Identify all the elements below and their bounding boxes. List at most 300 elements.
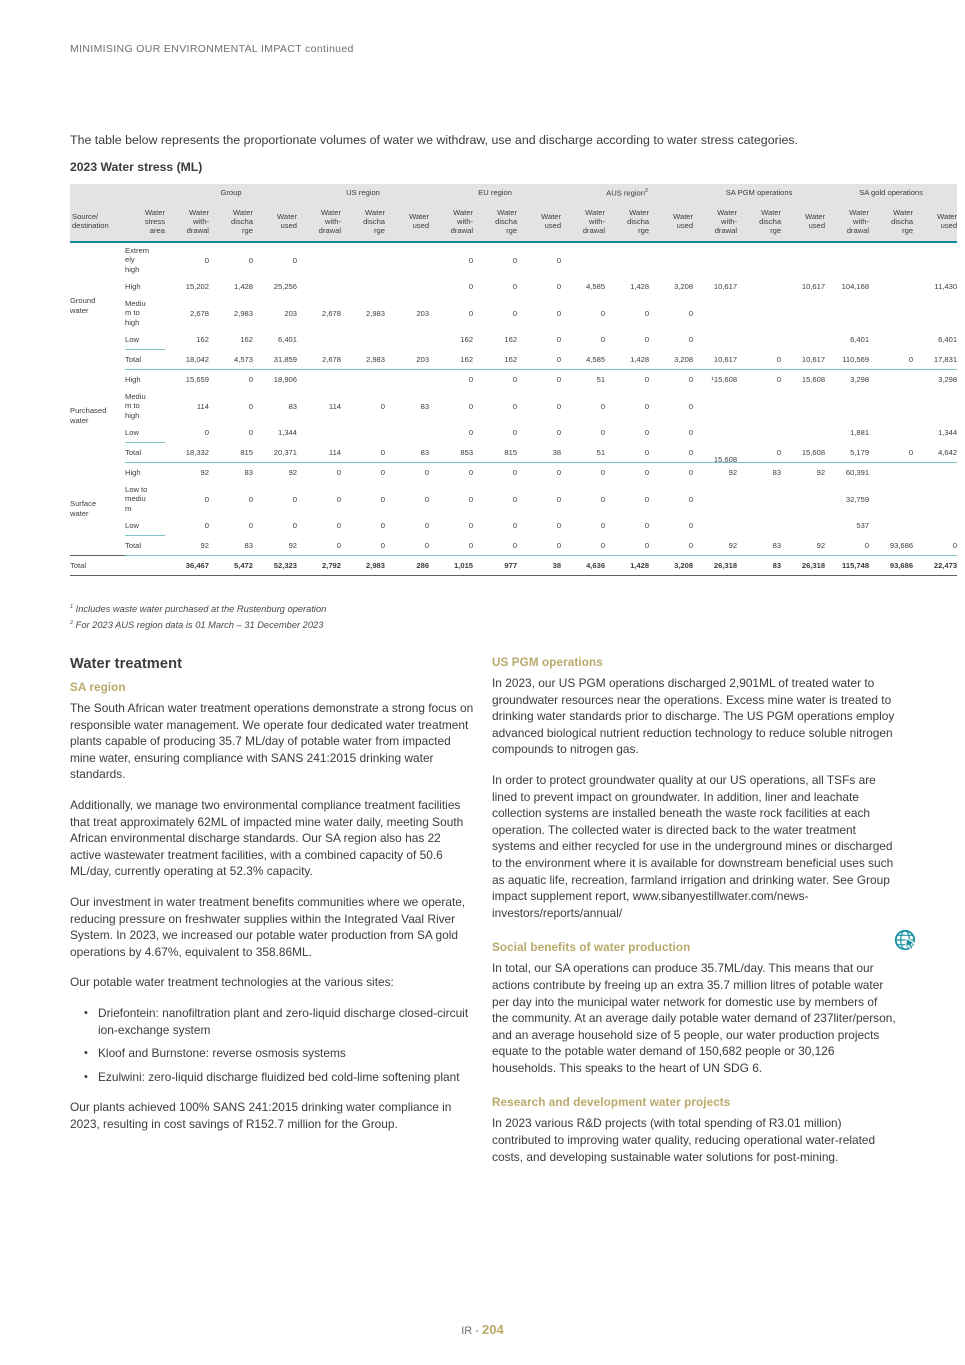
table-cell: 0 <box>248 401 253 411</box>
table-cell: 0 <box>688 494 694 504</box>
table-cell: 6,401 <box>938 335 958 345</box>
table-cell <box>693 330 737 350</box>
table-cell: 104,168 <box>841 282 870 291</box>
header-water-withdrawal: Water with- drawal <box>693 201 737 242</box>
table-cell: 0 <box>600 428 606 438</box>
table-cell: 0 <box>468 494 474 504</box>
table-cell: 15,608 <box>801 375 826 384</box>
table-cell: 11,430 <box>934 282 958 291</box>
table-cell: ¹15,608 <box>711 375 738 384</box>
table-cell: 114 <box>196 401 209 411</box>
table-cell <box>737 482 781 516</box>
table-row <box>70 389 957 423</box>
table-cell <box>297 423 341 443</box>
footnote-2 <box>70 617 323 632</box>
table-cell: 0 <box>512 308 518 318</box>
table-cell: 0 <box>468 468 474 477</box>
table-cell <box>737 389 781 423</box>
footnote-1-text: Includes waste water purchased at the Rustenburg operation <box>75 604 327 615</box>
table-cell: 15,202 <box>185 282 209 291</box>
table-cell: 83 <box>385 443 429 463</box>
table-cell: 10,617 <box>781 350 825 370</box>
sa-paragraph-5: Our plants achieved 100% SANS 241:2015 drinking water compliance in 2023, resulting in cost savings of R152.7 million for the Group. <box>70 1100 452 1131</box>
sa-paragraph-4: Our potable water treatment technologies at the various sites: <box>70 975 394 990</box>
grand-total-cell: 22,473 <box>913 556 957 576</box>
table-cell: 0 <box>385 536 429 556</box>
table-row <box>70 277 957 296</box>
grand-total-cell: 2,983 <box>341 556 385 576</box>
table-cell: 0 <box>468 308 474 318</box>
table-cell <box>869 370 913 390</box>
table-cell: 0 <box>869 350 913 370</box>
globe-link-icon[interactable] <box>893 928 919 954</box>
table-group-band-row <box>70 184 957 201</box>
table-cell: 83 <box>737 536 781 556</box>
table-cell: 0 <box>600 401 606 411</box>
table-cell <box>781 516 825 536</box>
table-cell: 0 <box>556 375 562 384</box>
table-cell <box>385 277 429 296</box>
table-row-source: Ground water <box>70 296 96 316</box>
table-cell <box>341 277 385 296</box>
table-cell <box>913 463 957 483</box>
table-cell <box>693 516 737 536</box>
table-cell <box>869 482 913 516</box>
table-row <box>70 370 957 390</box>
table-cell: 0 <box>644 521 650 531</box>
table-cell <box>869 296 913 330</box>
table-cell: 2,983 <box>341 350 385 370</box>
us-paragraph-2: In order to protect groundwater quality at our US operations, all TSFs are lined to prevent impact on groundwater. In addition, liner and leachate collection systems are installed beneath the waste rock facilities at each operation. The collected water is directed back to the water treatment systems and either recycled for use in the underground mines or discharged to the environment where it is available for downstream beneficial uses such as aquatic life, recreation, farmland irrigation and drinking water. See Group impact supplement report, www.sibanyestillwater.com/news-investors/reports/annual/ <box>492 772 894 920</box>
table-cell: 10,617 <box>693 350 737 370</box>
table-cell: 0 <box>688 428 694 438</box>
table-cell: 0 <box>913 536 957 556</box>
table-cell: 0 <box>649 443 693 463</box>
table-cell: 18,906 <box>273 375 298 384</box>
table-cell: 162 <box>196 335 209 345</box>
table-cell <box>341 242 385 277</box>
grand-total-cell: 36,467 <box>165 556 209 576</box>
table-cell: 38 <box>517 443 561 463</box>
technology-bullet-list <box>70 1005 475 1085</box>
table-cell <box>693 296 737 330</box>
table-cell: 1,344 <box>938 428 958 438</box>
table-cell <box>605 242 649 277</box>
header-water-discharge: Water discha rge <box>869 201 913 242</box>
header-water-discharge: Water discha rge <box>209 201 253 242</box>
footnote-1 <box>70 601 326 616</box>
table-cell: 815 <box>473 443 517 463</box>
table-cell <box>869 277 913 296</box>
rnd-subheading: Research and development water projects <box>492 1096 731 1110</box>
table-cell: 0 <box>248 375 253 384</box>
table-cell <box>385 330 429 350</box>
table-cell: 537 <box>856 521 870 531</box>
table-row-category: Low <box>125 330 165 350</box>
table-cell: 0 <box>380 401 386 411</box>
table-cell: 93,686 <box>869 536 913 556</box>
table-cell: 0 <box>737 443 781 463</box>
table-cell: 92 <box>200 468 209 477</box>
table-cell: 0 <box>468 428 474 438</box>
table-cell: 0 <box>517 536 561 556</box>
table-cell: 0 <box>292 494 298 504</box>
table-cell: 6,401 <box>850 335 870 345</box>
table-cell-value: 15,608 <box>713 454 738 464</box>
footnote-1-marker: 1 <box>70 604 74 610</box>
table-cell <box>693 242 737 277</box>
grand-total-cell: 1,428 <box>605 556 649 576</box>
left-column <box>70 656 475 1146</box>
table-cell <box>825 296 869 330</box>
table-cell <box>913 242 957 277</box>
table-cell: 0 <box>248 428 253 438</box>
table-cell: 2,678 <box>322 308 342 318</box>
table-cell: 0 <box>512 468 518 477</box>
grand-total-cell: 977 <box>473 556 517 576</box>
table-row-category: Total <box>125 443 165 463</box>
table-cell <box>737 277 781 296</box>
group-band-group: Group <box>165 184 297 201</box>
table-cell: 0 <box>556 521 562 531</box>
table-cell: 92 <box>288 468 298 477</box>
table-cell: 203 <box>284 308 298 318</box>
grand-total-cell: 3,208 <box>649 556 693 576</box>
table-cell: 0 <box>688 308 694 318</box>
grand-total-cell: 52,323 <box>253 556 297 576</box>
table-row-category: Low <box>125 516 165 536</box>
group-band-sa-gold-operations: SA gold operations <box>825 184 957 201</box>
table-cell: 0 <box>512 428 518 438</box>
table-cell: 2,983 <box>366 308 386 318</box>
table-cell: 0 <box>336 521 342 531</box>
table-cell: 203 <box>416 308 430 318</box>
table-cell: 0 <box>517 350 561 370</box>
table-cell: 18,332 <box>165 443 209 463</box>
table-cell <box>781 389 825 423</box>
table-cell <box>913 389 957 423</box>
table-cell: 15,659 <box>185 375 209 384</box>
table-cell: 10,617 <box>801 282 826 291</box>
table-cell: 2,983 <box>233 308 253 318</box>
table-row <box>70 350 957 370</box>
table-cell: 4,573 <box>209 350 253 370</box>
table-cell: 0 <box>248 494 253 504</box>
intro-paragraph: The table below represents the proportionate volumes of water we withdraw, use and discharge according to water stress categories. <box>70 133 798 147</box>
table-cell: 0 <box>644 308 650 318</box>
table-cell <box>825 242 869 277</box>
header-water-withdrawal: Water with- drawal <box>429 201 473 242</box>
table-cell: 0 <box>424 494 430 504</box>
table-cell <box>781 482 825 516</box>
table-cell <box>869 463 913 483</box>
table-cell: 0 <box>336 468 342 477</box>
grand-total-cell: 26,318 <box>781 556 825 576</box>
table-cell: 4,642 <box>913 443 957 463</box>
table-cell: 18,042 <box>165 350 209 370</box>
table-cell: 2,678 <box>189 308 209 318</box>
table-cell: 815 <box>209 443 253 463</box>
table-cell: 0 <box>424 468 430 477</box>
table-row-category: Low to mediu m <box>125 484 148 513</box>
header-water-discharge: Water discha rge <box>473 201 517 242</box>
table-row-category: High <box>125 467 141 477</box>
table-row-category: Low <box>125 423 165 443</box>
table-cell: 0 <box>468 521 474 531</box>
table-cell: 0 <box>644 401 650 411</box>
header-water-discharge: Water discha rge <box>605 201 649 242</box>
table-cell <box>781 242 825 277</box>
table-row-category: High <box>125 374 141 384</box>
table-cell: 162 <box>429 350 473 370</box>
table-cell: 3,208 <box>649 350 693 370</box>
grand-total-cell: 26,318 <box>693 556 737 576</box>
table-cell: 0 <box>512 282 518 291</box>
table-cell <box>693 443 737 463</box>
table-row <box>70 242 957 277</box>
table-cell: 0 <box>556 282 562 291</box>
table-cell: 25,256 <box>273 282 298 291</box>
table-cell: 0 <box>336 494 342 504</box>
table-row-category: Extrem ely high <box>125 245 150 274</box>
water-treatment-heading: Water treatment <box>70 656 183 672</box>
us-paragraph-1: In 2023, our US PGM operations discharged 2,901ML of treated water to groundwater resources near the operations. Excess mine water is treated to drinking water standards prior to discharge. The US PGM operations employ advanced biological nutrient reduction technology to reduce soluble nitrogen compounds to nitrogen gas. <box>492 676 895 757</box>
table-cell <box>781 296 825 330</box>
table-cell <box>913 482 957 516</box>
header-water-used: Water used <box>781 201 825 242</box>
table-cell: 0 <box>776 375 782 384</box>
table-cell: 0 <box>688 521 694 531</box>
table-cell <box>341 330 385 350</box>
header-water-used: Water used <box>649 201 693 242</box>
table-cell: 0 <box>561 536 605 556</box>
table-cell: 1,344 <box>278 428 298 438</box>
group-band-eu-region: EU region <box>429 184 561 201</box>
aus-footnote-marker: 2 <box>644 187 649 194</box>
table-row-category: Total <box>125 536 165 556</box>
table-row <box>70 482 957 516</box>
table-cell: 0 <box>644 375 650 384</box>
table-cell <box>737 423 781 443</box>
table-cell <box>385 423 429 443</box>
table-cell: 1,428 <box>630 282 650 291</box>
group-band-sa-pgm-operations: SA PGM operations <box>693 184 825 201</box>
table-cell <box>869 389 913 423</box>
table-cell <box>693 482 737 516</box>
running-header: MINIMISING OUR ENVIRONMENTAL IMPACT continued <box>70 43 354 55</box>
table-row <box>70 516 957 536</box>
table-cell <box>297 277 341 296</box>
table-row <box>70 463 957 483</box>
table-cell: 0 <box>605 443 649 463</box>
table-cell: 31,859 <box>253 350 297 370</box>
table-cell: 83 <box>288 401 298 411</box>
table-cell: 0 <box>649 536 693 556</box>
table-row <box>70 330 957 350</box>
grand-total-cell: 93,686 <box>869 556 913 576</box>
footer-prefix: IR - <box>461 1325 483 1337</box>
table-cell: 0 <box>556 401 562 411</box>
header-water-stress-area: Water stress area <box>125 201 165 242</box>
sa-paragraph-1: The South African water treatment operations demonstrate a strong focus on responsible water management. We operate four dedicated water treatment plants capable of producing 35.7 ML/day of potable water from impacted mine water, ensuring compliance with SANS 241:2015 drinking water standards. <box>70 701 474 782</box>
header-water-withdrawal: Water with- drawal <box>297 201 341 242</box>
table-cell: 0 <box>600 335 606 345</box>
table-cell: 20,371 <box>253 443 297 463</box>
table-cell: 92 <box>165 536 209 556</box>
table-row-category: Total <box>125 350 165 370</box>
list-item: • Driefontein: nanofiltration plant and zero-liquid discharge closed-circuit ion-exchange system <box>86 1005 475 1038</box>
table-cell <box>693 389 737 423</box>
table-cell: 15,608 <box>781 443 825 463</box>
table-cell: 0 <box>737 350 781 370</box>
us-pgm-subheading: US PGM operations <box>492 656 603 669</box>
table-cell: 92 <box>816 468 826 477</box>
table-cell: 0 <box>600 494 606 504</box>
table-cell: 4,585 <box>561 350 605 370</box>
table-cell: 162 <box>473 350 517 370</box>
grand-total-cell: 1,015 <box>429 556 473 576</box>
table-cell <box>693 423 737 443</box>
header-water-withdrawal: Water with- drawal <box>165 201 209 242</box>
table-cell: 0 <box>248 255 253 265</box>
table-cell: 0 <box>688 375 694 384</box>
table-cell: 0 <box>644 468 650 477</box>
table-cell: 0 <box>512 521 518 531</box>
table-cell: 0 <box>468 401 474 411</box>
table-cell: 0 <box>644 494 650 504</box>
table-cell <box>737 330 781 350</box>
grand-total-cell: 5,472 <box>209 556 253 576</box>
list-item: • Kloof and Burnstone: reverse osmosis systems <box>86 1045 475 1062</box>
table-cell: 0 <box>292 255 298 265</box>
table-cell: 0 <box>605 536 649 556</box>
table-cell: 0 <box>600 308 606 318</box>
table-cell <box>341 370 385 390</box>
table-cell: 92 <box>781 536 825 556</box>
table-row <box>70 296 957 330</box>
water-stress-table <box>70 184 957 576</box>
table-cell <box>869 423 913 443</box>
table-row-category: Mediu m to high <box>125 391 146 420</box>
table-cell: 0 <box>688 468 694 477</box>
table-cell: 0 <box>424 521 430 531</box>
grand-total-cell: 286 <box>385 556 429 576</box>
footnote-2-marker: 2 <box>70 620 74 626</box>
table-cell: 0 <box>380 494 386 504</box>
table-cell: 51 <box>561 443 605 463</box>
header-source-destination: Source/ destination <box>70 201 125 242</box>
grand-total-cell: 4,636 <box>561 556 605 576</box>
table-row <box>70 423 957 443</box>
table-cell: 0 <box>512 494 518 504</box>
table-cell: 92 <box>253 536 297 556</box>
table-cell: 0 <box>341 536 385 556</box>
table-cell: 0 <box>204 521 209 531</box>
sa-paragraph-3: Our investment in water treatment benefits communities where we operate, reducing pressure on freshwater supplies within the Integrated Vaal River System. In 2023, we increased our potable water production from SA gold operations by 4.67%, equivalent to 358.86ML. <box>70 894 466 959</box>
table-cell: 0 <box>248 521 253 531</box>
table-cell <box>297 370 341 390</box>
table-cell: 0 <box>825 536 869 556</box>
table-cell: 4,585 <box>586 282 606 291</box>
table-cell: 92 <box>693 536 737 556</box>
table-cell: 3,298 <box>850 375 870 384</box>
footer-page-number: 204 <box>482 1322 504 1337</box>
table-cell: 0 <box>468 375 474 384</box>
table-cell: 92 <box>728 468 738 477</box>
table-cell: 0 <box>644 335 650 345</box>
table-cell: 0 <box>556 255 562 265</box>
table-cell: 0 <box>341 443 385 463</box>
social-benefits-subheading: Social benefits of water production <box>492 941 691 955</box>
table-cell: 114 <box>328 401 342 411</box>
header-water-used: Water used <box>517 201 561 242</box>
table-cell: 0 <box>380 468 386 477</box>
table-cell: 0 <box>600 521 606 531</box>
header-water-withdrawal: Water with- drawal <box>825 201 869 242</box>
table-cell <box>869 330 913 350</box>
table-cell: 83 <box>772 468 782 477</box>
table-cell: 0 <box>869 443 913 463</box>
water-stress-table-wrapper <box>70 184 958 576</box>
grand-total-label: Total <box>70 556 165 576</box>
sa-region-subheading: SA region <box>70 681 126 694</box>
table-cell <box>781 423 825 443</box>
table-cell: 110,569 <box>825 350 869 370</box>
table-cell <box>737 516 781 536</box>
table-cell: 0 <box>688 335 694 345</box>
table-cell <box>341 423 385 443</box>
table-cell: 0 <box>204 255 209 265</box>
table-cell: 0 <box>600 468 606 477</box>
header-water-discharge: Water discha rge <box>737 201 781 242</box>
header-water-used: Water used <box>253 201 297 242</box>
table-cell: 5,179 <box>825 443 869 463</box>
table-cell: 0 <box>644 428 650 438</box>
table-cell: 0 <box>204 494 209 504</box>
header-water-used: Water used <box>385 201 429 242</box>
table-cell: 1,881 <box>850 428 870 438</box>
table-cell: 32,759 <box>845 494 870 504</box>
header-water-used: Water used <box>913 201 957 242</box>
table-cell: 0 <box>292 521 298 531</box>
grand-total-cell: 2,792 <box>297 556 341 576</box>
table-row <box>70 443 957 463</box>
rnd-paragraph-1: In 2023 various R&D projects (with total spending of R3.01 million) contributed to improving water quality, reducing operational water-related costs, and developing sustainable water solutions for post-mining. <box>492 1116 876 1164</box>
table-row-source: Surface water <box>70 498 97 518</box>
table-cell <box>649 242 693 277</box>
table-cell: 0 <box>380 521 386 531</box>
table-cell <box>297 330 341 350</box>
table-cell: 83 <box>420 401 430 411</box>
header-water-withdrawal: Water with- drawal <box>561 201 605 242</box>
group-band-blank <box>70 184 165 201</box>
table-cell <box>781 330 825 350</box>
table-row-category: Mediu m to high <box>125 298 146 327</box>
table-cell: 0 <box>468 255 474 265</box>
table-cell <box>561 242 605 277</box>
table-cell <box>913 516 957 536</box>
table-cell: 0 <box>556 428 562 438</box>
table-cell: 83 <box>244 468 253 477</box>
header-water-discharge: Water discha rge <box>341 201 385 242</box>
table-cell <box>913 296 957 330</box>
grand-total-cell: 38 <box>517 556 561 576</box>
social-paragraph-1: In total, our SA operations can produce 35.7ML/day. This means that our actions contribute by freeing up an extra 35.7 million litres of potable water per day into the municipal water network for domestic use by members of the community. At an average daily potable water demand of 237liter/person, and an average household size of 5 people, our water production projects equate to the potable water demand of 150,682 people or 30,126 households. This speaks to the heart of UN SDG 6. <box>492 961 896 1075</box>
grand-total-cell: 115,748 <box>825 556 869 576</box>
page-footer <box>0 1322 965 1337</box>
table-cell: 60,391 <box>845 468 870 477</box>
table-cell: 0 <box>512 255 518 265</box>
